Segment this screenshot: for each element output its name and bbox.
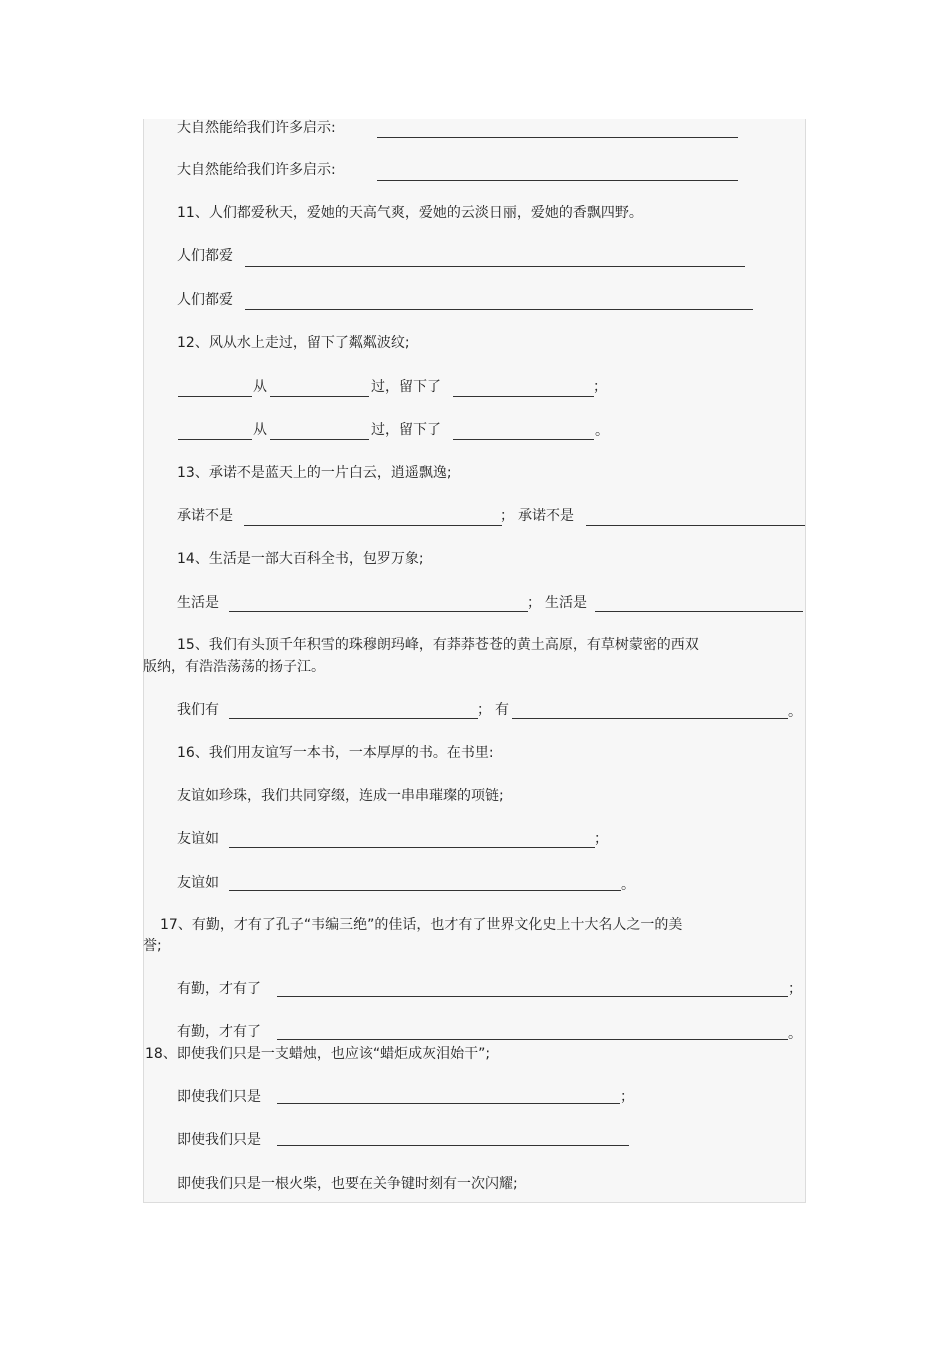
- answer-blank[interactable]: [277, 996, 788, 997]
- answer-blank[interactable]: [245, 309, 753, 310]
- punctuation: ；: [527, 595, 541, 611]
- prompt-text: 承诺不是: [518, 508, 574, 524]
- answer-blank[interactable]: [178, 396, 252, 397]
- answer-blank[interactable]: [377, 180, 738, 181]
- prompt-text: 大自然能给我们许多启示:: [177, 162, 336, 178]
- prompt-text: 大自然能给我们许多启示:: [177, 120, 336, 136]
- answer-blank[interactable]: [453, 396, 594, 397]
- prompt-text: 过，留下了: [371, 422, 441, 438]
- answer-blank[interactable]: [229, 890, 621, 891]
- answer-blank[interactable]: [229, 611, 528, 612]
- answer-blank[interactable]: [245, 266, 745, 267]
- example-text: 即使我们只是一根火柴，也要在关争键时刻有一次闪耀;: [177, 1176, 518, 1192]
- question-12: 12、风从水上走过，留下了粼粼波纹;: [177, 335, 410, 351]
- prompt-text: 友谊如: [177, 831, 219, 847]
- prompt-text: 友谊如: [177, 875, 219, 891]
- answer-blank[interactable]: [453, 439, 594, 440]
- punctuation: ；: [500, 508, 514, 524]
- question-18: 18、即使我们只是一支蜡烛，也应该“蜡炬成灰泪始干”;: [145, 1046, 491, 1062]
- punctuation: ；: [477, 702, 491, 718]
- prompt-text: 人们都爱: [177, 292, 233, 308]
- answer-blank[interactable]: [277, 1039, 788, 1040]
- punctuation: 。: [788, 704, 802, 720]
- punctuation: ；: [594, 831, 608, 847]
- question-15-cont: 版纳，有浩浩荡荡的扬子江。: [143, 659, 325, 675]
- answer-blank[interactable]: [277, 1145, 629, 1146]
- prompt-text: 人们都爱: [177, 248, 233, 264]
- prompt-text: 有: [495, 702, 509, 718]
- question-14: 14、生活是一部大百科全书，包罗万象;: [177, 551, 424, 567]
- answer-blank[interactable]: [586, 525, 805, 526]
- punctuation: ；: [788, 981, 802, 997]
- answer-blank[interactable]: [229, 847, 595, 848]
- punctuation: 。: [595, 423, 609, 439]
- answer-blank[interactable]: [377, 137, 738, 138]
- prompt-text: 承诺不是: [177, 508, 233, 524]
- question-15: 15、我们有头顶千年积雪的珠穆朗玛峰，有莽莽苍苍的黄土高原，有草树蒙密的西双: [177, 637, 699, 653]
- prompt-text: 即使我们只是: [177, 1089, 261, 1105]
- answer-blank[interactable]: [270, 396, 369, 397]
- prompt-text: 生活是: [177, 595, 219, 611]
- prompt-text: 即使我们只是: [177, 1132, 261, 1148]
- question-16: 16、我们用友谊写一本书，一本厚厚的书。在书里:: [177, 745, 494, 761]
- prompt-text: 我们有: [177, 702, 219, 718]
- prompt-text: 从: [253, 422, 267, 438]
- punctuation: ；: [593, 379, 607, 395]
- punctuation: 。: [621, 877, 635, 893]
- answer-blank[interactable]: [229, 718, 478, 719]
- question-17: 17、有勤，才有了孔子“韦编三绝”的佳话，也才有了世界文化史上十大名人之一的美: [160, 917, 683, 933]
- answer-blank[interactable]: [595, 611, 803, 612]
- question-13: 13、承诺不是蓝天上的一片白云，逍遥飘逸;: [177, 465, 452, 481]
- answer-blank[interactable]: [277, 1103, 620, 1104]
- answer-blank[interactable]: [512, 718, 788, 719]
- punctuation: 。: [788, 1026, 802, 1042]
- example-text: 友谊如珍珠，我们共同穿缀，连成一串串璀璨的项链;: [177, 788, 504, 804]
- answer-blank[interactable]: [244, 525, 502, 526]
- prompt-text: 从: [253, 379, 267, 395]
- prompt-text: 有勤，才有了: [177, 1024, 261, 1040]
- answer-blank[interactable]: [178, 439, 252, 440]
- prompt-text: 生活是: [545, 595, 587, 611]
- question-17-cont: 誉;: [143, 938, 162, 954]
- prompt-text: 过，留下了: [371, 379, 441, 395]
- prompt-text: 有勤，才有了: [177, 981, 261, 997]
- answer-blank[interactable]: [270, 439, 369, 440]
- punctuation: ；: [620, 1089, 634, 1105]
- question-11: 11、人们都爱秋天，爱她的天高气爽，爱她的云淡日丽，爱她的香飘四野。: [177, 205, 643, 221]
